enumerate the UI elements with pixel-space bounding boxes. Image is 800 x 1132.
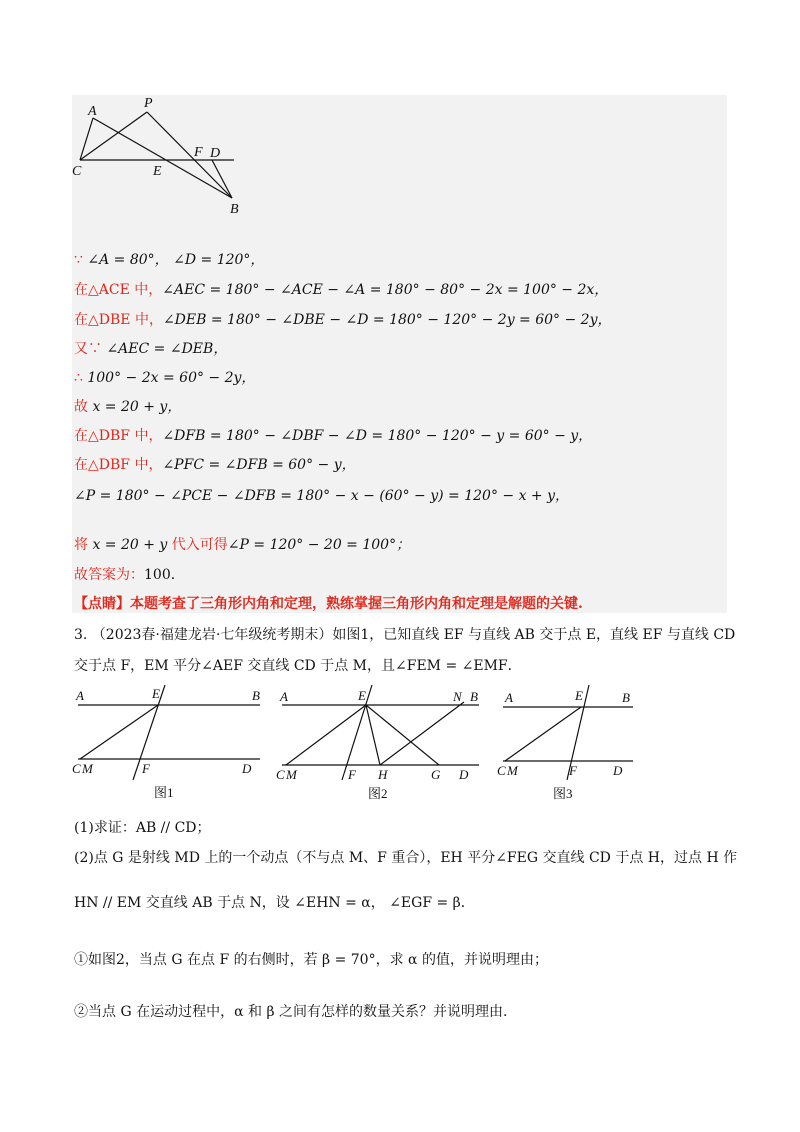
fig2-label-D: D [459, 767, 469, 782]
fig1-label-D: D [242, 761, 252, 776]
fig2-label-M: M [286, 767, 297, 782]
question-part-2a: (2)点 G 是射线 MD 上的一个动点（不与点 M、F 重合），EH 平分∠FEG 交直线 CD 于点 H，过点 H 作 [74, 850, 738, 866]
fig3-label-M: M [507, 763, 518, 778]
fig3-label-A: A [505, 690, 513, 705]
label-C: C [72, 164, 82, 179]
fig1-label-E: E [152, 686, 160, 701]
figure-1 [70, 680, 270, 805]
question-part-2b: HN // EM 交直线 AB 于点 N，设 ∠EHN = α， ∠EGF = β． [74, 895, 475, 911]
fig2-label-N: N [453, 689, 462, 704]
figure-2 [274, 680, 489, 805]
solution-substitute: 将 x = 20 + y 代入可得∠P = 120° − 20 = 100°； [74, 537, 411, 553]
label-E: E [153, 164, 162, 179]
solution-line-3: 在△DBE 中，∠DEB = 180° − ∠DBE − ∠D = 180° − 120° − 2y = 60° − 2y， [74, 312, 612, 328]
solution-line-6: 故 x = 20 + y， [74, 399, 182, 415]
question-line-1: 3. （2023春·福建龙岩·七年级统考期末）如图1，已知直线 EF 与直线 AB 交于点 E，直线 EF 与直线 CD [74, 627, 736, 643]
fig1-label-F: F [142, 761, 150, 776]
fig2-caption: 图2 [368, 786, 388, 801]
solution-line-1: ∵ ∠A = 80°， ∠D = 120°， [74, 252, 265, 268]
solution-line-8: 在△DBF 中，∠PFC = ∠DFB = 60° − y， [74, 457, 356, 473]
fig3-label-D: D [613, 763, 623, 778]
fig2-label-H: H [378, 767, 388, 782]
fig3-label-E: E [575, 688, 583, 703]
fig2-label-B: B [470, 689, 478, 704]
fig1-label-A: A [76, 688, 84, 703]
label-P: P [144, 96, 153, 111]
question-part-1: (1)求证：AB // CD； [74, 820, 211, 836]
fig1-label-C: C [72, 761, 81, 776]
fig2-label-A: A [280, 689, 288, 704]
solution-line-2: 在△ACE 中，∠AEC = 180° − ∠ACE − ∠A = 180° − 80° − 2x = 100° − 2x， [74, 282, 609, 298]
fig3-label-F: F [569, 763, 577, 778]
question-line-2: 交于点 F，EM 平分∠AEF 交直线 CD 于点 M，且∠FEM = ∠EMF． [74, 658, 522, 674]
solution-line-4: 又∵ ∠AEC = ∠DEB， [74, 341, 228, 357]
fig1-caption: 图1 [154, 785, 174, 800]
figure-3 [495, 680, 645, 805]
question-sub-2: ②当点 G 在运动过程中，α 和 β 之间有怎样的数量关系？并说明理由. [74, 1004, 508, 1020]
solution-answer: 故答案为：100. [74, 567, 176, 583]
solution-comment: 【点睛】本题考查了三角形内角和定理，熟练掌握三角形内角和定理是解题的关键. [74, 596, 583, 612]
fig3-caption: 图3 [553, 786, 573, 801]
label-A: A [88, 104, 97, 119]
fig1-label-M: M [82, 761, 93, 776]
fig2-label-E: E [358, 688, 366, 703]
fig3-label-B: B [622, 690, 630, 705]
solution-line-7: 在△DBF 中，∠DFB = 180° − ∠DBF − ∠D = 180° − 120° − y = 60° − y， [74, 428, 593, 444]
label-B: B [230, 202, 239, 217]
fig1-label-B: B [252, 688, 260, 703]
label-F: F [194, 145, 203, 160]
question-sub-1: ①如图2，当点 G 在点 F 的右侧时，若 β = 70°，求 α 的值，并说明理由； [74, 952, 548, 968]
fig2-label-C: C [276, 767, 285, 782]
fig2-label-F: F [348, 767, 356, 782]
triangle-figure [68, 95, 258, 220]
solution-line-9: ∠P = 180° − ∠PCE − ∠DFB = 180° − x − (60° − y) = 120° − x + y， [74, 488, 570, 504]
label-D: D [210, 146, 221, 161]
solution-line-5: ∴ 100° − 2x = 60° − 2y， [74, 370, 256, 386]
fig3-label-C: C [497, 763, 506, 778]
fig2-label-G: G [431, 767, 441, 782]
